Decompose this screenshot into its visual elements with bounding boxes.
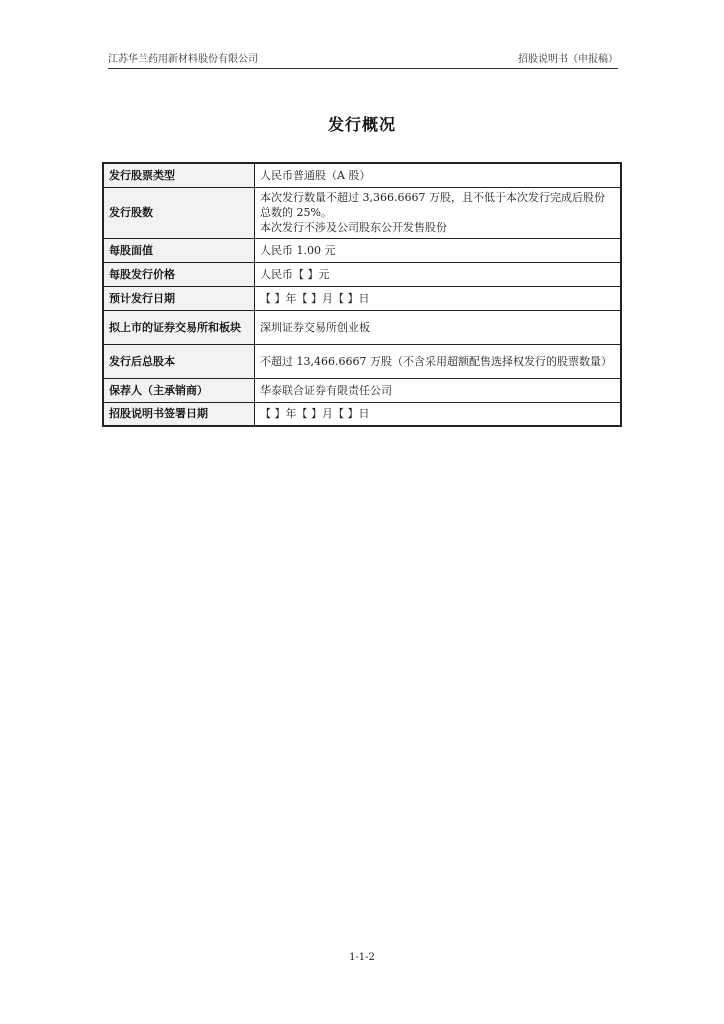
table-row xyxy=(103,238,621,262)
row-value xyxy=(255,238,622,262)
row-label: 拟上市的证券交易所和板块 xyxy=(103,310,255,344)
value-line: 不超过 13,466.6667 万股（不含采用超额配售选择权发行的股票数量） xyxy=(260,354,612,368)
header-document-type: 招股说明书（申报稿） xyxy=(518,54,618,65)
value-line: 人民币【 】元 xyxy=(260,267,330,281)
value-line: 人民币普通股（A 股） xyxy=(260,168,371,182)
table-row xyxy=(103,286,621,310)
row-value xyxy=(255,187,622,238)
value-line: 深圳证券交易所创业板 xyxy=(260,320,370,334)
row-value xyxy=(255,286,622,310)
table-row xyxy=(103,310,621,344)
value-line: 【 】年【 】月【 】日 xyxy=(260,407,370,421)
row-value xyxy=(255,163,622,187)
table-row xyxy=(103,344,621,378)
row-label: 每股面值 xyxy=(103,238,255,262)
row-label: 招股说明书签署日期 xyxy=(103,402,255,426)
header-company-name: 江苏华兰药用新材料股份有限公司 xyxy=(108,54,258,65)
row-label: 发行股数 xyxy=(103,187,255,238)
page-number: 1-1-2 xyxy=(349,952,375,963)
row-label: 保荐人（主承销商） xyxy=(103,378,255,402)
table-row xyxy=(103,187,621,238)
page-title: 发行概况 xyxy=(327,115,396,134)
table-row xyxy=(103,262,621,286)
row-label: 发行后总股本 xyxy=(103,344,255,378)
value-line: 人民币 1.00 元 xyxy=(260,243,336,257)
row-value xyxy=(255,378,622,402)
value-line: 华泰联合证券有限责任公司 xyxy=(260,383,392,397)
row-value xyxy=(255,402,622,426)
value-line: 本次发行数量不超过 3,366.6667 万股，且不低于本次发行完成后股份总数的 25%。 xyxy=(260,191,605,219)
table-row xyxy=(103,378,621,402)
row-label: 每股发行价格 xyxy=(103,262,255,286)
table-row xyxy=(103,402,621,426)
row-value xyxy=(255,344,622,378)
value-line: 本次发行不涉及公司股东公开发售股份 xyxy=(260,221,447,234)
row-value xyxy=(255,262,622,286)
value-line: 【 】年【 】月【 】日 xyxy=(260,291,370,305)
page-header xyxy=(108,52,618,67)
table-row xyxy=(103,163,621,187)
row-label: 预计发行日期 xyxy=(103,286,255,310)
offering-overview-table xyxy=(102,162,622,427)
row-value xyxy=(255,310,622,344)
row-label: 发行股票类型 xyxy=(103,163,255,187)
header-divider xyxy=(108,68,618,69)
